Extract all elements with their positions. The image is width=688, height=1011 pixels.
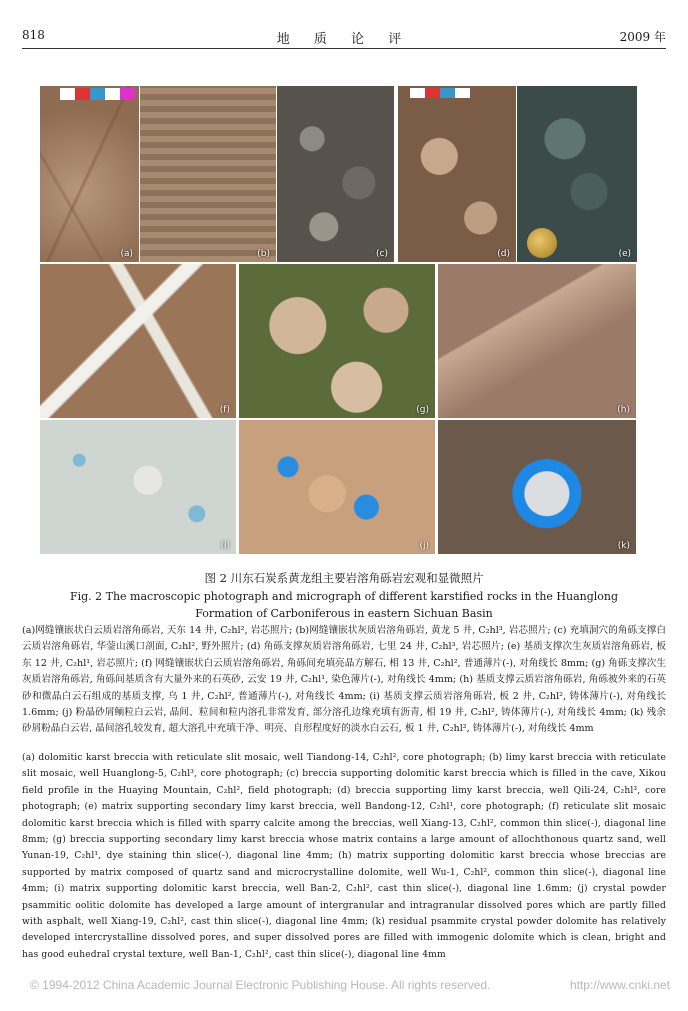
figure-panel-a [40, 86, 139, 262]
page-header [22, 28, 666, 50]
panel-label: (g) [416, 405, 429, 415]
figure-panel-k [438, 420, 636, 554]
panel-label: (f) [219, 405, 230, 415]
figure-panel-f [40, 264, 236, 418]
page-footer [30, 978, 670, 992]
panel-label: (i) [220, 541, 230, 551]
figure-caption-cn: 图 2 川东石炭系黄龙组主要岩溶角砾岩宏观和显微照片 [204, 571, 484, 585]
journal-title: 地 质 论 评 [276, 32, 412, 47]
figure-panel-h [438, 264, 636, 418]
publication-year: 2009 年 [619, 30, 666, 44]
panel-label: (k) [617, 541, 630, 551]
footer-url: http://www.cnki.net [569, 978, 670, 992]
page-number: 818 [22, 28, 45, 42]
figure-panel-j [239, 420, 435, 554]
figure-description-en: (a) dolomitic karst breccia with reticulate slit mosaic, well Tiandong-14, C₂hl², core photograph; (b) limy karst breccia with reticulate slit mosaic, well Huanglong-5, C₂hl³, core photograph; (c) breccia supporting dolomitic karst breccia which is filled in the cave, Xikou field profile in the Huaying Mountain, C₂hl², field photograph; (d) breccia supporting limy karst breccia, well Qili-24, C₂hl³, core photograph; (e) matrix supporting secondary limy karst breccia, well Bandong-12, C₂hl¹, core photograph; (f) reticulate slit mosaic dolomitic karst breccia which is filled with sparry calcite among the breccias, well Xiang-13, C₂hl², common thin slice(-), diagonal line 8mm; (g) breccia supporting secondary limy karst breccia whose matrix contains a large amount of allochthonous quartz sand, well Yunan-19, C₂hl¹, dye staining thin slice(-), diagonal line 4mm; (h) matrix supporting dolomitic karst breccia whose breccias are supported by matrix composed of quartz sand and microcrystalline dolomite, well Wu-1, C₂hl², common thin slice(-), diagonal line 4mm; (i) matrix supporting dolomitic karst breccia, well Ban-2, C₂hl², cast thin slice(-), diagonal line 1.6mm; (j) crystal powder psammitic oolitic dolomite has developed a large amount of intergranular and intragranular dissolved pores which are partly filled with asphalt, well Xiang-19, C₂hl², cast thin slice(-), diagonal line 4mm; (k) residual psammite crystal powder dolomite has relatively developed intercrystalline dissolved pores, and super dissolved pores are filled with immogenic dolomite which is clean, bright and has good euhedral crystal texture, well Ban-1, C₂hl², cast thin slice(-), diagonal line 4mm [22, 753, 666, 960]
copyright-text: © 1994-2012 China Academic Journal Electronic Publishing House. All rights reserved. [30, 978, 491, 992]
panel-label: (j) [419, 541, 429, 551]
coin-scale [527, 228, 557, 258]
figure-panel-b [140, 86, 276, 262]
color-scale-card [60, 88, 135, 100]
color-scale-card [410, 88, 470, 98]
figure-panel-g [239, 264, 435, 418]
figure-panel-i [40, 420, 236, 554]
panel-label: (b) [257, 249, 270, 259]
figure-panel-d [398, 86, 516, 262]
panel-label: (c) [376, 249, 388, 259]
figure-description-cn: (a)网缝镶嵌状白云质岩溶角砾岩, 天东 14 井, C₂hl², 岩芯照片; (b)网缝镶嵌状灰质岩溶角砾岩, 黄龙 5 井, C₂hl³, 岩芯照片; (c) 充填洞穴的角砾支撑白云质岩溶角砾岩, 华蓥山溪口剖面, C₂hl², 野外照片; (d) 角砾支撑灰质岩溶角砾岩, 七里 24 井, C₂hl³, 岩芯照片; (e) 基质支撑次生灰质岩溶角砾岩, 板东 12 井, C₂hl¹, 岩芯照片; (f) 网缝镶嵌状白云质岩溶角砾岩, 角砾间充填亮晶方解石, 相 13 井, C₂hl², 普通薄片(-), 对角线长 8mm; (g) 角砾支撑次生灰质岩溶角砾岩, 角砾间基质含有大量外来的石英砂, 云安 19 井, C₂hl¹, 染色薄片(-), 对角线长 4mm; (h) 基质支撑云质岩溶角砾岩, 角砾被外来的石英砂和微晶白云石组成的基质支撑, 乌 1 井, C₂hl², 普通薄片(-), 对角线长 4mm; (i) 基质支撑云质岩溶角砾岩, 板 2 井, C₂hl², 铸体薄片(-), 对角线长 1.6mm; (j) 粉晶砂屑鲕粒白云岩, 晶间、粒间和粒内溶孔非常发育, 部分溶孔边缘充填有沥青, 相 19 井, C₂hl², 铸体薄片(-), 对角线长 4mm; (k) 残余砂屑粉晶白云岩, 晶间溶孔较发育, 超大溶孔中充填干净、明亮、自形程度好的淡水白云石, 板 1 井, C₂hl², 铸体薄片(-), 对角线长 4mm [22, 625, 666, 735]
panel-label: (a) [120, 249, 133, 259]
figure-panel-c [277, 86, 394, 262]
panel-label: (d) [497, 249, 510, 259]
figure-caption-en: Fig. 2 The macroscopic photograph and micrograph of different karstified rocks in the Huanglong Formation of Carboniferous in eastern Sichuan Basin [69, 590, 619, 620]
header-rule [22, 48, 666, 49]
panel-label: (e) [618, 249, 631, 259]
panel-label: (h) [617, 405, 630, 415]
